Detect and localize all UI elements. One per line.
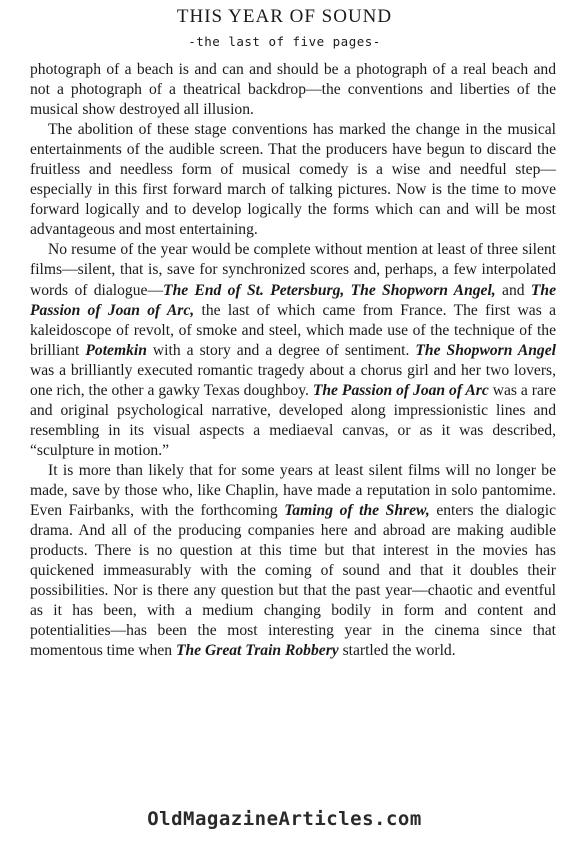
- paragraph-4-text: enters the dialogic drama. And all of the producing companies here and abroad are making audible products. There is no question at this time but that interest in the movies has quickened immeasurably with the coming of sound and that it doubles their possibilities. Nor is there any question but that the past year—chaotic and eventful as it has been, with a medium changing bodily in form and content and potentialities—has been the most interesting year in the cinema since that momentous time when: [30, 502, 556, 660]
- paragraph-4-text: startled the world.: [338, 642, 456, 660]
- page-title: THIS YEAR OF SOUND: [176, 6, 393, 27]
- film-title: The Shopworn Angel: [415, 341, 556, 359]
- page-subtitle: -the last of five pages-: [188, 34, 381, 49]
- film-title: The End of St. Petersburg, The Shopworn Angel,: [163, 281, 496, 299]
- film-title: The Passion of Joan of Arc,: [30, 281, 556, 319]
- paragraph-2: The abolition of these stage conventions has marked the change in the musical entertainments of the audible screen. That the producers have begun to discard the fruitless and needless form of musical comedy is a wise and needful step—especially in this first forward march of talking pictures. Now is the time to move forward logically and to develop logically the forms which can and will be most advantageous and most entertaining.: [30, 121, 556, 239]
- paragraph-3-text: and: [495, 281, 531, 299]
- site-watermark: OldMagazineArticles.com: [147, 808, 422, 830]
- paragraph-3-text: was a brilliantly executed romantic tragedy about a chorus girl and her two lovers, one rich, the other a gawky Texas doughboy.: [30, 361, 556, 399]
- article-body: [30, 60, 556, 661]
- paragraph-4-text: It is more than likely that for some years at least silent films will no longer be made, save by those who, like Chaplin, have made a reputation in solo pantomime. Even Fairbanks, with the forthcoming: [30, 461, 556, 520]
- paragraph-3-text: the last of which came from France. The first was a kaleidoscope of revolt, of smoke and steel, which made use of the technique of the brilliant: [30, 301, 556, 359]
- paragraph-3-text: was a rare and original psychological narrative, developed along impressionistic lines and resembling in its visual aspects a mediaeval canvas, or as it was described, “sculpture in motion.”: [30, 381, 556, 459]
- paragraph-1: photograph of a beach is and can and should be a photograph of a real beach and not a photograph of a theatrical backdrop—the conventions and liberties of the musical show destroyed all illusion.: [30, 61, 556, 119]
- film-title: Taming of the Shrew,: [284, 502, 430, 520]
- film-title: Potemkin: [85, 341, 147, 359]
- paragraph-3-text: with a story and a degree of sentiment.: [146, 341, 416, 359]
- paragraph-3-text: No resume of the year would be complete without mention at least of three silent films—silent, that is, save for synchronized scores and, perhaps, a few interpolated words of dialogue—: [30, 241, 556, 299]
- paragraph-3: [30, 240, 556, 461]
- paragraph-4: [30, 461, 556, 661]
- film-title: The Great Train Robbery: [175, 642, 339, 660]
- film-title: The Passion of Joan of Arc: [312, 381, 489, 399]
